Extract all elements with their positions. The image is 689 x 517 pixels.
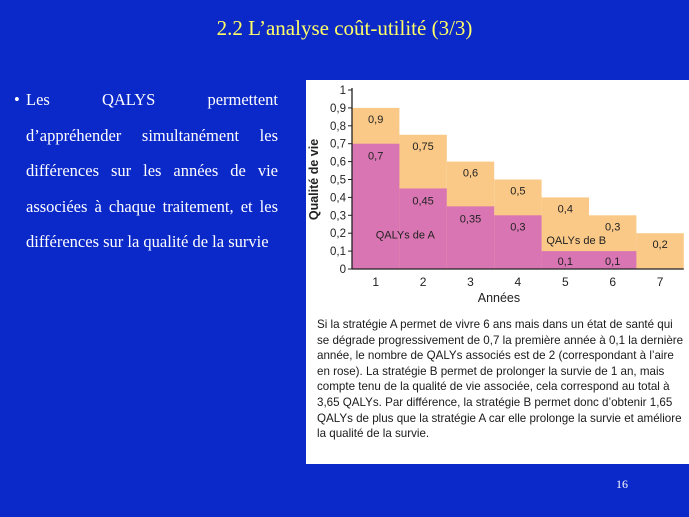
y-tick-label: 1 [339,85,346,97]
data-label-b: 0,6 [462,167,479,180]
data-label-a: 0,7 [368,150,384,163]
bullet-text: Les QALYS permettent d’appréhender simultanément les différences sur les années de vie associées à chaque traitement, et les différences sur la qualité de la survie [26,90,278,251]
bullet-point [14,82,278,260]
x-tick-label: 4 [514,275,522,289]
x-tick-label: 1 [372,275,380,289]
y-tick-label: 0,6 [330,156,346,169]
data-label-b: 0,2 [652,239,668,252]
x-tick-label: 6 [609,275,617,289]
x-tick-label: 5 [561,275,569,289]
qaly-figure [306,80,689,464]
slide-title: 2.2 L’analyse coût-utilité (3/3) [216,16,473,40]
data-label-b: 0,9 [368,113,384,126]
x-tick-label: 2 [419,275,427,289]
x-tick-label: 7 [656,275,664,289]
data-label-a: 0,3 [510,221,526,234]
y-tick-label: 0,2 [330,228,346,241]
qaly-chart [306,80,689,312]
page-number: 16 [616,477,628,491]
bullet-marker: • [14,90,20,109]
y-tick-label: 0,3 [330,210,346,223]
legend-b-label: QALYs de B [546,234,607,247]
x-tick-label: 3 [467,275,474,289]
data-label-b: 0,75 [412,140,434,153]
y-tick-label: 0 [339,264,346,276]
y-tick-label: 0,9 [330,102,346,115]
data-label-b: 0,4 [557,203,573,216]
y-axis-title: Qualité de vie [307,138,321,221]
data-label-b: 0,3 [605,221,621,234]
y-tick-label: 0,8 [330,120,346,133]
data-label-a: 0,1 [605,256,621,268]
legend-a-label: QALYs de A [375,229,435,242]
y-tick-label: 0,4 [330,192,346,205]
y-tick-label: 0,7 [330,138,346,151]
data-label-a: 0,1 [557,256,573,268]
y-tick-label: 0,1 [330,246,346,259]
figure-caption: Si la stratégie A permet de vivre 6 ans mais dans un état de santé qui se dégrade progressivement de 0,7 la première année à 0,1 la dernière année, le nombre de QALYs associés est de 2 (correspondant à l’aire en rose). La stratégie B permet de prolonger la survie de 1 an, mais compte tenu de la qualité de vie associée, cela correspond au total à 3,65 QALYs. Par différence, la stratégie B permet donc d’obtenir 1,65 QALYs de plus que la stratégie A car elle prolonge la survie et améliore la qualité de la survie. [317,318,684,441]
data-label-a: 0,35 [459,213,482,226]
data-label-b: 0,5 [510,185,526,198]
y-tick-label: 0,5 [330,174,346,187]
data-label-a: 0,45 [412,195,434,208]
x-axis-title: Années [477,291,521,305]
